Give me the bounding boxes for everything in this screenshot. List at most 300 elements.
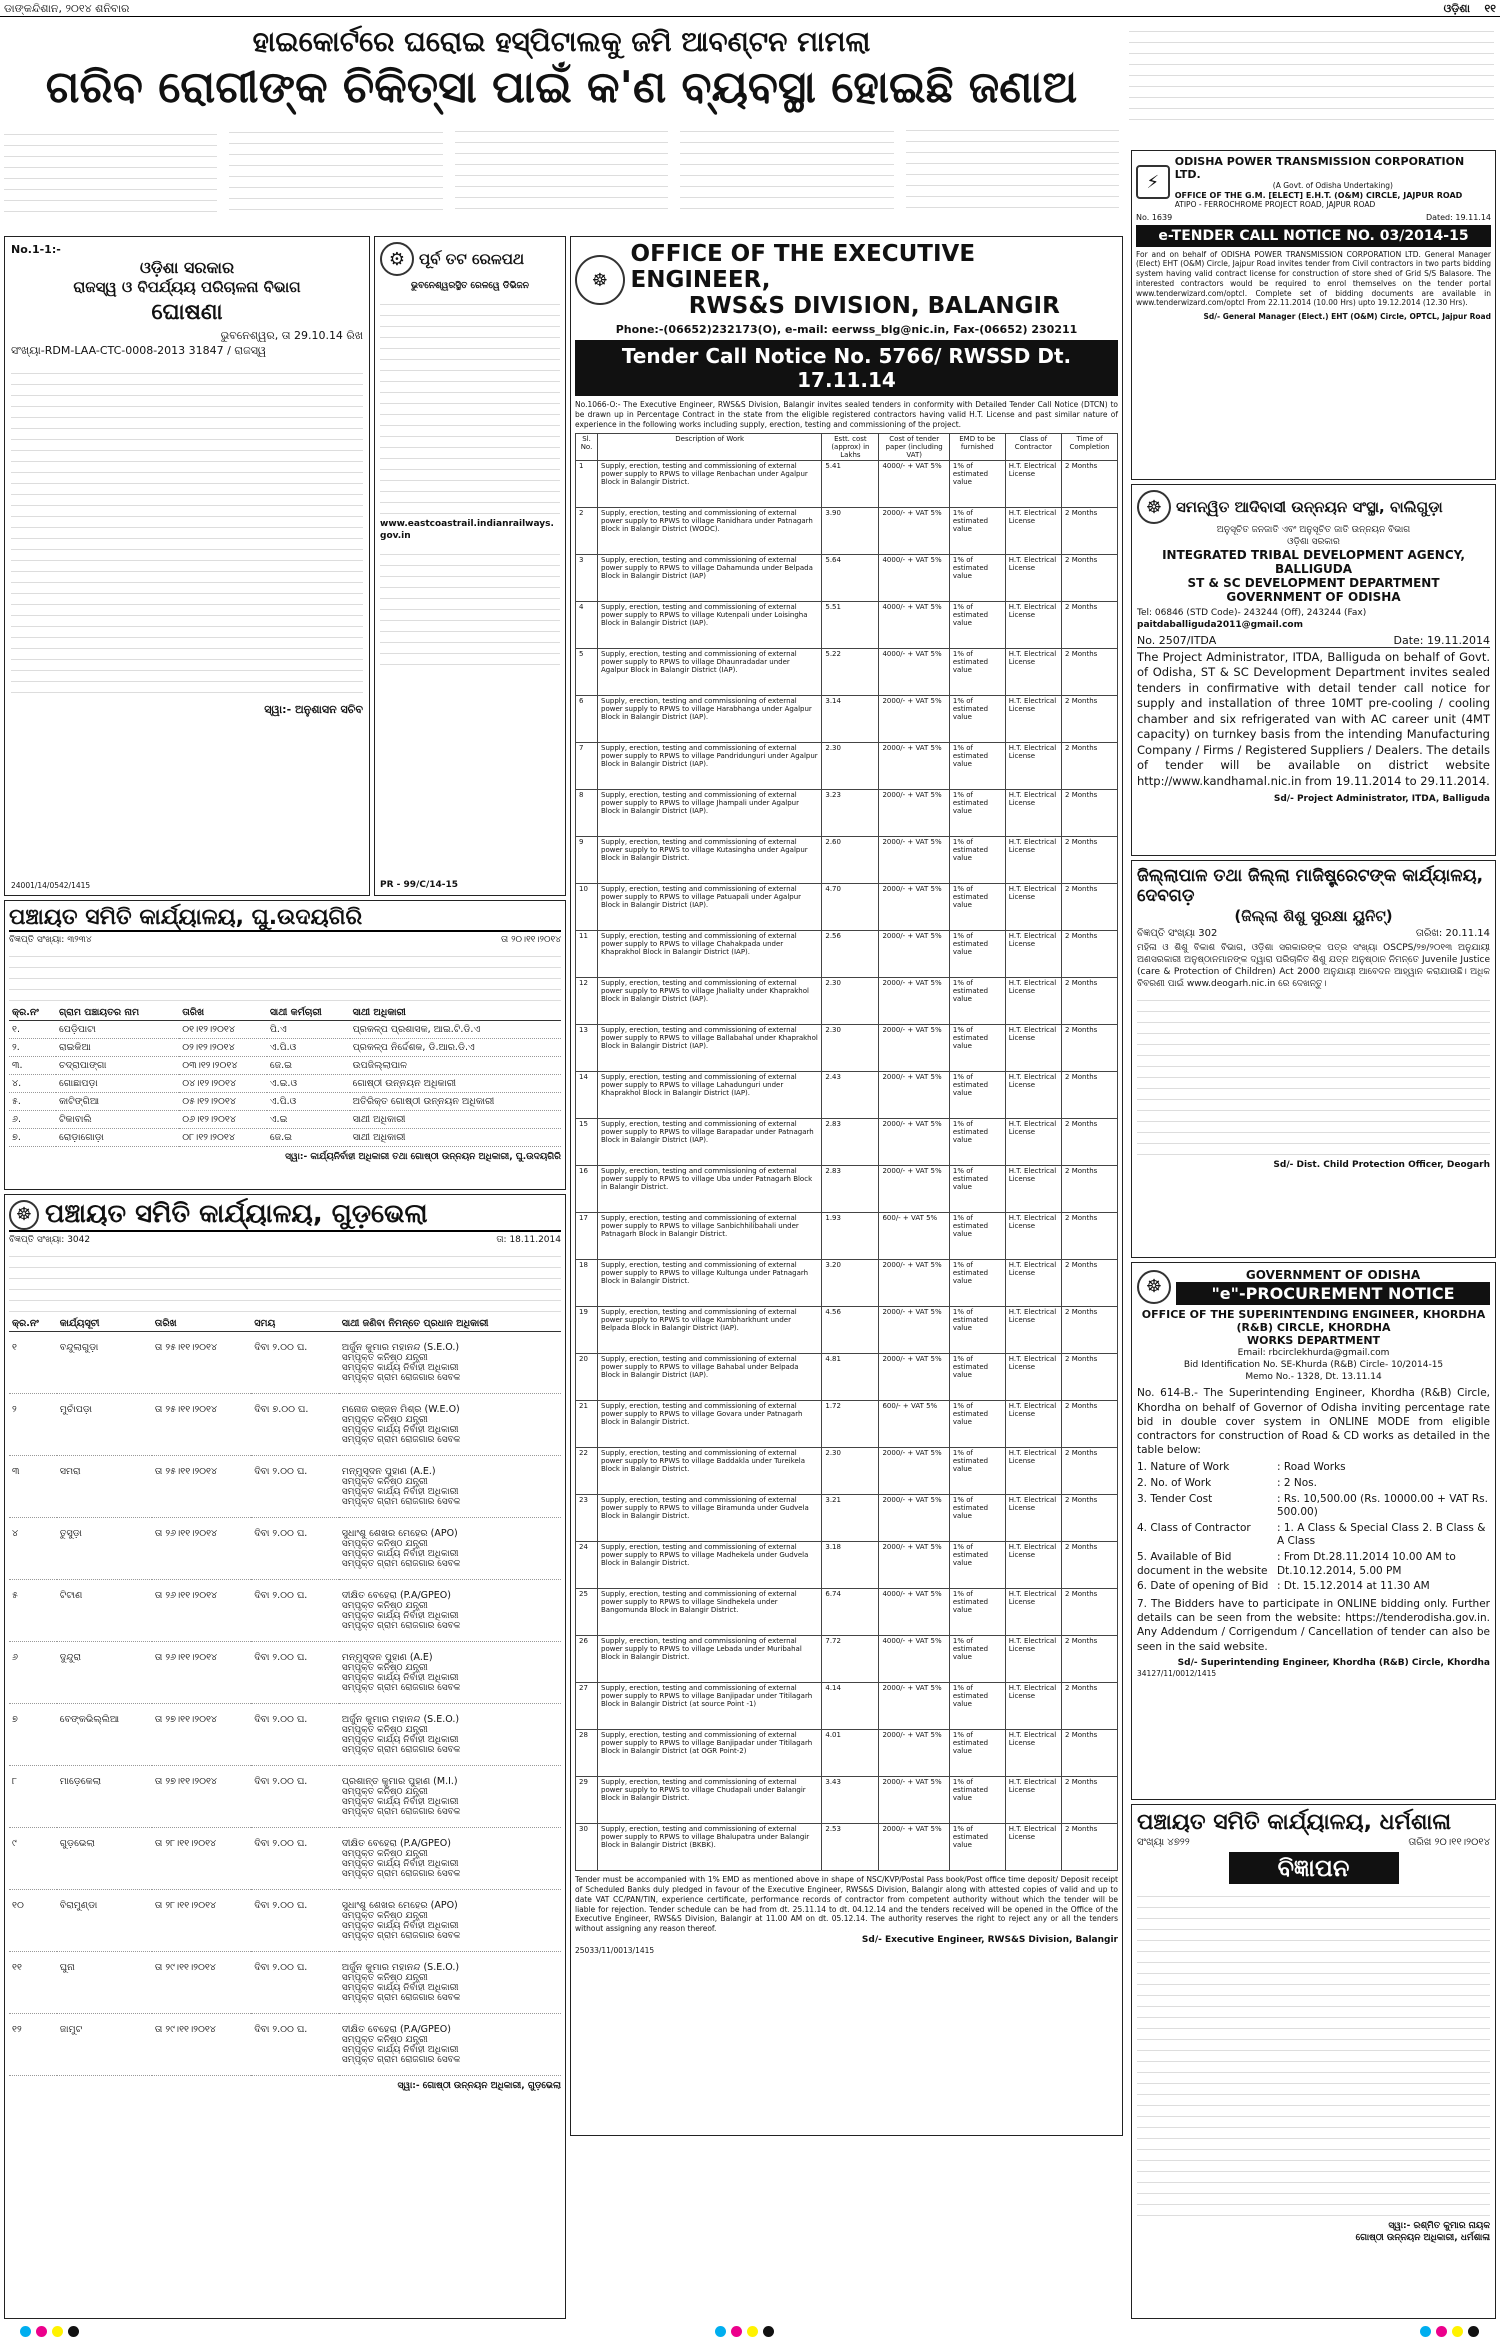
tender-cell: 4.70 [822,884,879,931]
udayagiri-cell: କାଟିଙ୍ଗିଆ [56,1093,179,1111]
tender-cell: 2 Months [1062,1166,1118,1213]
rws-code: 25033/11/0013/1415 [575,1945,655,1955]
gudvela-cell: ଦୀକ୍ଷିତ ବେହେରା (P.A/GPEO) ସମ୍ପୃକ୍ତ କନିଷ୍ଠ ଯନ୍ତ୍ରୀ ସମ୍ପୃକ୍ତ କାର୍ଯ୍ୟ ନିର୍ବାହୀ ଅଧିକାରୀ ସମ୍ପୃକ୍ତ ଗ୍ରାମ ରୋଜଗାର ସେବକ [339,1580,561,1642]
tender-cell: 5.51 [822,602,879,649]
dharmasala-label: ବିଜ୍ଞାପନ [1229,1852,1399,1884]
khordha-item [1137,1551,1490,1578]
tender-cell: 2 Months [1062,837,1118,884]
tender-cell: H.T. Electrical License [1005,1542,1061,1589]
tender-cell: 2000/- + VAT 5% [879,1354,949,1401]
tender-cell: 1% of estimated value [949,1589,1005,1636]
gudvela-cell: ଅର୍ଜୁନ କୁମାର ମହାନନ୍ଦ (S.E.O.) ସମ୍ପୃକ୍ତ କନିଷ୍ଠ ଯନ୍ତ୍ରୀ ସମ୍ପୃକ୍ତ କାର୍ଯ୍ୟ ନିର୍ବାହୀ ଅଧିକାରୀ ସମ୍ପୃକ୍ତ ଗ୍ରାମ ରୋଜଗାର ସେବକ [339,1952,561,2014]
tender-cell: 2000/- + VAT 5% [879,1119,949,1166]
gudvela-cell: ତା ୨୮।୧୧।୨୦୧୪ [152,1890,251,1952]
tender-cell: 2.60 [822,837,879,884]
udayagiri-cell: ଏ.ପି.ଓ [267,1039,350,1057]
tender-cell: 2.53 [822,1824,879,1871]
tender-cell: 6.74 [822,1589,879,1636]
khordha-title: "e"-PROCUREMENT NOTICE [1176,1282,1490,1305]
tender-row [576,508,1118,555]
rws-tender-ad [570,236,1123,2136]
tender-cell: 2 Months [1062,1354,1118,1401]
tender-cell: 2000/- + VAT 5% [879,1542,949,1589]
declaration-body [11,365,363,693]
gudvela-row [9,1890,561,1952]
gudvela-cell: ତା ୨୭।୧୧।୨୦୧୪ [152,1704,251,1766]
tender-cell: 2 Months [1062,555,1118,602]
gudvela-cell: ୧୦ [9,1890,57,1952]
tender-cell: 22 [576,1448,598,1495]
gudvela-sub-officer: ସମ୍ପୃକ୍ତ ଗ୍ରାମ ରୋଜଗାର ସେବକ [341,1807,461,1817]
gudvela-cell: ସୁଧାଂଶୁ ଶେଖର ମେହେର (APO) ସମ୍ପୃକ୍ତ କନିଷ୍ଠ ଯନ୍ତ୍ରୀ ସମ୍ପୃକ୍ତ କାର୍ଯ୍ୟ ନିର୍ବାହୀ ଅଧିକାରୀ ସମ୍ପୃକ୍ତ ଗ୍ରାମ ରୋଜଗାର ସେବକ [339,1890,561,1952]
tender-cell: 1 [576,461,598,508]
rws-phone: Phone:-(06652)232173(O), e-mail: eerwss_blg@nic.in, Fax-(06652) 230211 [615,323,1078,336]
tender-cell: Supply, erection, testing and commissioning of external power supply to RPWS to village Barapadar under Patnagarh Block in Balangir District (IAP). [598,1119,822,1166]
tender-row [576,555,1118,602]
optcl-office: OFFICE OF THE G.M. [ELECT] E.H.T. (O&M) CIRCLE, JAJPUR ROAD [1174,190,1463,200]
khordha-office: OFFICE OF THE SUPERINTENDING ENGINEER, KHORDHA (R&B) CIRCLE, KHORDHA [1141,1308,1486,1334]
khordha-item-key: 1. Nature of Work [1137,1461,1230,1474]
gudvela-cell: ବିରାମୁଣ୍ଡା [57,1890,152,1952]
gudvela-row [9,1642,561,1704]
gudvela-cell: ସୁଧାଂଶୁ ଶେଖର ମେହେର (APO) ସମ୍ପୃକ୍ତ କନିଷ୍ଠ ଯନ୍ତ୍ରୀ ସମ୍ପୃକ୍ତ କାର୍ଯ୍ୟ ନିର୍ବାହୀ ଅଧିକାରୀ ସମ୍ପୃକ୍ତ ଗ୍ରାମ ରୋଜଗାର ସେବକ [339,1518,561,1580]
tender-cell: H.T. Electrical License [1005,1166,1061,1213]
gudvela-cell: ତା ୨୭।୧୧।୨୦୧୪ [152,1766,251,1828]
tender-cell: 1% of estimated value [949,978,1005,1025]
tender-cell: 2000/- + VAT 5% [879,884,949,931]
tender-cell: 5 [576,649,598,696]
gudvela-cell: ୩ [9,1456,57,1518]
tender-cell: 2 Months [1062,1589,1118,1636]
itda-en-1: INTEGRATED TRIBAL DEVELOPMENT AGENCY, BALLIGUDA [1162,548,1465,577]
dharmasala-sign: ସ୍ୱା:- ରଶ୍ମିତ କୁମାର ନାୟକ [1388,2221,1490,2231]
tender-row [576,1730,1118,1777]
tender-cell: 4 [576,602,598,649]
udayagiri-col-header: କ୍ର.ନଂ [9,1005,56,1021]
gudvela-sub-officer: ସମ୍ପୃକ୍ତ କନିଷ୍ଠ ଯନ୍ତ୍ରୀ [341,1663,428,1673]
gudvela-sub-officer: ସମ୍ପୃକ୍ତ କନିଷ୍ଠ ଯନ୍ତ୍ରୀ [341,1353,428,1363]
story-continuation [1127,19,1496,139]
tender-cell: H.T. Electrical License [1005,508,1061,555]
tender-cell: 2 [576,508,598,555]
gudvela-cell: ୮ [9,1766,57,1828]
rws-intro: No.1066-O:- The Executive Engineer, RWS&S Division, Balangir invites sealed tenders in conformity with Detailed Tender Call Notice (DTCN) to be drawn up in Percentage Contract in the state from the eligible registered contractors having valid H.T. License and past similar nature of experience in the following works including supply, erection, testing and commissioning of the project. [575,400,1118,429]
udayagiri-row [9,1111,561,1129]
tender-cell: 1% of estimated value [949,1119,1005,1166]
declaration-place: ଭୁବନେଶ୍ୱର, ତା 29.10.14 ରିଖ [220,328,363,342]
tender-cell: 2000/- + VAT 5% [879,1072,949,1119]
optcl-body: For and on behalf of ODISHA POWER TRANSMISSION CORPORATION LTD. General Manager (Elect) EHT (O&M) Circle, Jajpur Road invites tender from Civil contractors in two parts bidding system having valid contract license for construction of store shed of Grid S/S Balasore. The interested contractors would be required to enrol themselves on the tender portal www.tenderwizard.com/optcl. Complete set of bidding documents are available in www.tenderwizard.com/optcl From 22.11.2014 (10.00 Hrs) upto 19.12.2014 (12.30 Hrs). [1136,249,1491,308]
itda-sub-1: ଅନୁସୂଚିତ ଜନଜାତି ଏବଂ ଅନୁସୂଚିତ ଜାତି ଉନ୍ନୟନ ବିଭାଗ [1216,525,1411,535]
khordha-dept: WORKS DEPARTMENT [1246,1334,1381,1347]
tender-cell: Supply, erection, testing and commissioning of external power supply to RPWS to village Dahamunda under Belpada Block in Balangir District (IAP) [598,555,822,602]
tender-cell: Supply, erection, testing and commissioning of external power supply to RPWS to village Lebada under Muribahal Block in Balangir District. [598,1636,822,1683]
udayagiri-cell: ଏ.ପି.ଓ [267,1093,350,1111]
tender-row [576,649,1118,696]
gudvela-sub-officer: ସମ୍ପୃକ୍ତ କାର୍ଯ୍ୟ ନିର୍ବାହୀ ଅଧିକାରୀ [341,1797,459,1807]
gudvela-cell: ୫ [9,1580,57,1642]
optcl-date: Dated: 19.11.14 [1425,212,1491,222]
gudvela-sub-officer: ସମ୍ପୃକ୍ତ ଗ୍ରାମ ରୋଜଗାର ସେବକ [341,1931,461,1941]
cyan-dot [1420,2326,1431,2337]
gudvela-cell: ଦିବା ୨.୦୦ ଘ. [251,1580,339,1642]
khordha-item-key: 6. Date of opening of Bid [1137,1580,1269,1593]
tender-row [576,1636,1118,1683]
black-dot [1468,2326,1479,2337]
udayagiri-cell: ୦୪।୧୨।୨୦୧୪ [179,1075,267,1093]
gudvela-cell: ଟିଟାଣ [57,1580,152,1642]
tender-cell: 3.21 [822,1495,879,1542]
udayagiri-cell: ଚଦ୍ରାପାଙ୍ଗା [56,1057,179,1075]
tender-cell: 1% of estimated value [949,508,1005,555]
tender-cell: 1% of estimated value [949,555,1005,602]
optcl-notice: e-TENDER CALL NOTICE NO. 03/2014-15 [1136,225,1491,247]
tender-cell: 2000/- + VAT 5% [879,837,949,884]
gudvela-cell: ଦିବା ୭.୦୦ ଘ. [251,1394,339,1456]
tender-cell: 1% of estimated value [949,1683,1005,1730]
gudvela-sub-officer: ସମ୍ପୃକ୍ତ କାର୍ଯ୍ୟ ନିର୍ବାହୀ ଅଧିକାରୀ [341,1487,459,1497]
deogarh-body: ମହିଳା ଓ ଶିଶୁ ବିକାଶ ବିଭାଗ, ଓଡ଼ିଶା ସରକାରଙ୍କ ପତ୍ର ସଂଖ୍ୟା OSCPS/୨୭/୨୦୧୩ ଅନୁଯାୟୀ ଅଣସରକାରୀ ଅନୁଷ୍ଠାନମାନଙ୍କ ଦ୍ୱାରା ପରିଚାଳିତ ଶିଶୁ ଯତ୍ନ ଅନୁଷ୍ଠାନ ନିମନ୍ତେ Juvenile Justice (care & Protection of Children) Act 2000 ଅନୁଯାୟୀ ଆବେଦନ ଆହ୍ୱାନ କରାଯାଉଛି। ଅଧିକ ବିବରଣୀ ପାଇଁ www.deogarh.nic.in ରେ ଦେଖନ୍ତୁ। [1137,942,1490,990]
tender-row [576,837,1118,884]
gudvela-col-header: ସମୟ [251,1316,339,1332]
tender-row [576,1354,1118,1401]
gudvela-cell: ୯ [9,1828,57,1890]
khordha-item-value: : Dt. 15.12.2014 at 11.30 AM [1277,1580,1430,1593]
rws-tender-table [575,433,1118,1871]
gudvela-sub-officer: ସମ୍ପୃକ୍ତ କାର୍ଯ୍ୟ ନିର୍ବାହୀ ଅଧିକାରୀ [341,1983,459,1993]
itda-emblem-icon: ☸ [1137,490,1171,524]
khordha-emblem-icon: ☸ [1137,1270,1171,1304]
tender-cell: Supply, erection, testing and commissioning of external power supply to RPWS to village Kultunga under Patnagarh Block in Balangir District. [598,1260,822,1307]
deogarh-sign: Sd/- Dist. Child Protection Officer, Deogarh [1273,1160,1490,1171]
tender-cell: H.T. Electrical License [1005,696,1061,743]
tender-cell: 1% of estimated value [949,1730,1005,1777]
tender-cell: 2000/- + VAT 5% [879,1448,949,1495]
tender-cell: 4.56 [822,1307,879,1354]
khordha-code: 34127/11/0012/1415 [1137,1668,1217,1678]
gudvela-sub-officer: ସମ୍ପୃକ୍ତ କାର୍ଯ୍ୟ ନିର୍ବାହୀ ଅଧିକାରୀ [341,2045,459,2055]
tender-cell: Supply, erection, testing and commissioning of external power supply to RPWS to village Bahabal under Belpada Block in Balangir District (IAP). [598,1354,822,1401]
udayagiri-date: ତା ୨୦।୧୧।୨୦୧୪ [501,935,561,945]
headline-title: ଗରିବ ରୋଗୀଙ୍କ ଚିକିତ୍ସା ପାଇଁ କ'ଣ ବ୍ୟବସ୍ଥା ହୋଇଛି ଜଣାଅ [45,62,1078,113]
gudvela-sub-officer: ସମ୍ପୃକ୍ତ ଗ୍ରାମ ରୋଜଗାର ସେବକ [341,1621,461,1631]
black-dot [763,2326,774,2337]
khordha-item-key: 4. Class of Contractor [1137,1521,1251,1534]
gudvela-col-header: କ୍ର.ନଂ [9,1316,57,1332]
tender-cell: 18 [576,1260,598,1307]
tender-cell: H.T. Electrical License [1005,1495,1061,1542]
tender-cell: 2 Months [1062,1307,1118,1354]
khordha-memo: Memo No.- 1328, Dt. 13.11.14 [1245,1372,1382,1383]
gudvela-table [9,1316,561,2076]
gudvela-cell: ଦିବା ୨.୦୦ ଘ. [251,1332,339,1394]
tender-cell: H.T. Electrical License [1005,790,1061,837]
gudvela-cell: ଦୀକ୍ଷିତ ବେହେରା (P.A/GPEO) ସମ୍ପୃକ୍ତ କନିଷ୍ଠ ଯନ୍ତ୍ରୀ ସମ୍ପୃକ୍ତ କାର୍ଯ୍ୟ ନିର୍ବାହୀ ଅଧିକାରୀ ସମ୍ପୃକ୍ତ ଗ୍ରାମ ରୋଜଗାର ସେବକ [339,1828,561,1890]
tender-cell: 4000/- + VAT 5% [879,602,949,649]
magenta-dot [1436,2326,1447,2337]
udayagiri-cell: ୨. [9,1039,56,1057]
gudvela-sub-officer: ସମ୍ପୃକ୍ତ ଗ୍ରାମ ରୋଜଗାର ସେବକ [341,1683,461,1693]
dharmasala-title: ପଞ୍ଚାୟତ ସମିତି କାର୍ଯ୍ୟାଳୟ, ଧର୍ମଶାଳା [1137,1810,1452,1835]
tender-cell: 8 [576,790,598,837]
optcl-logo-icon: ⚡ [1136,165,1170,199]
tender-cell: 1% of estimated value [949,602,1005,649]
tender-cell: 2 Months [1062,743,1118,790]
tender-cell: 24 [576,1542,598,1589]
udayagiri-cell: ସାଥୀ ଅଧିକାରୀ [350,1129,561,1147]
udayagiri-row [9,1075,561,1093]
tender-cell: 1% of estimated value [949,696,1005,743]
cyan-dot [20,2326,31,2337]
tender-col-header: Estt. cost (approx) in Lakhs [822,434,879,461]
optcl-ad [1131,150,1496,480]
tender-cell: 4.01 [822,1730,879,1777]
tender-cell: 20 [576,1354,598,1401]
khordha-item [1137,1580,1490,1594]
tender-cell: 2.30 [822,743,879,790]
udayagiri-cell: ପି.ଏ [267,1021,350,1039]
rws-title-2: RWS&S DIVISION, BALANGIR [688,293,1060,319]
gudvela-row [9,1394,561,1456]
optcl-no: No. 1639 [1136,212,1173,222]
tender-cell: H.T. Electrical License [1005,1119,1061,1166]
gudvela-sub-officer: ସମ୍ପୃକ୍ତ କନିଷ୍ଠ ଯନ୍ତ୍ରୀ [341,2035,428,2045]
tender-cell: 1% of estimated value [949,1495,1005,1542]
tender-cell: H.T. Electrical License [1005,884,1061,931]
tender-row [576,931,1118,978]
tender-cell: 1% of estimated value [949,837,1005,884]
tender-cell: 1% of estimated value [949,1260,1005,1307]
tender-cell: H.T. Electrical License [1005,1636,1061,1683]
itda-en-3: GOVERNMENT OF ODISHA [1226,590,1401,605]
udayagiri-sign: ସ୍ୱା:- କାର୍ଯ୍ୟନିର୍ବାହୀ ଅଧିକାରୀ ତଥା ଗୋଷ୍ଠୀ ଉନ୍ନୟନ ଅଧିକାରୀ, ଘୁ.ଉଦୟଗିରି [285,1152,561,1162]
tender-cell: 2.30 [822,1448,879,1495]
udayagiri-cell: ଉପଜିଲ୍ଲାପାଳ [350,1057,561,1075]
rws-sign: Sd/- Executive Engineer, RWS&S Division, Balangir [861,1934,1118,1945]
declaration-ref: ସଂଖ୍ୟା-RDM-LAA-CTC-0008-2013 31847 / ରାଜସ୍ୱ [11,343,267,357]
tender-cell: 2.30 [822,978,879,1025]
railway-logo-icon: ⚙ [380,242,414,276]
tender-cell: 6 [576,696,598,743]
khordha-body: No. 614-B.- The Superintending Engineer, Khordha (R&B) Circle, Khordha on behalf of Governor of Odisha inviting percentage rate bid in double cover system in ONLINE MODE from eligible contractors for construction of Road & CD works as detailed in the table below: [1137,1387,1490,1457]
tender-cell: Supply, erection, testing and commissioning of external power supply to RPWS to village Baddakla under Tureikela Block in Balangir District. [598,1448,822,1495]
tender-cell: 1% of estimated value [949,884,1005,931]
udayagiri-row [9,1129,561,1147]
gudvela-cell: ତା ୨୯।୧୧।୨୦୧୪ [152,1952,251,2014]
gudvela-cell: ସମରା [57,1456,152,1518]
gudvela-sub-officer: ସମ୍ପୃକ୍ତ କାର୍ଯ୍ୟ ନିର୍ବାହୀ ଅଧିକାରୀ [341,1549,459,1559]
tender-cell: 2 Months [1062,508,1118,555]
gudvela-cell: ଦିବା ୨.୦୦ ଘ. [251,1518,339,1580]
dharmasala-date: ତାରିଖ ୨୦।୧୧।୨୦୧୪ [1408,1837,1490,1848]
udayagiri-table [9,1005,561,1147]
tender-cell: H.T. Electrical License [1005,1307,1061,1354]
gudvela-cell: ଦିବା ୨.୦୦ ଘ. [251,1828,339,1890]
gudvela-row [9,1952,561,2014]
gudvela-cell: ୬ [9,1642,57,1704]
gudvela-sub-officer: ସମ୍ପୃକ୍ତ କନିଷ୍ଠ ଯନ୍ତ୍ରୀ [341,1973,428,1983]
tender-cell: 4.14 [822,1683,879,1730]
tender-row [576,1589,1118,1636]
itda-ad [1131,484,1496,856]
tender-cell: 2 Months [1062,1260,1118,1307]
gudvela-sub-officer: ସମ୍ପୃକ୍ତ କନିଷ୍ଠ ଯନ୍ତ୍ରୀ [341,1849,428,1859]
gudvela-col-header: କାର୍ଯ୍ୟସୂଚୀ [57,1316,152,1332]
page-number: ୧୧ [1484,2,1496,15]
gudvela-row [9,1332,561,1394]
tender-cell: 28 [576,1730,598,1777]
gudvela-cell: ଦିବା ୨.୦୦ ଘ. [251,1952,339,2014]
udayagiri-cell: ରୋଡ଼ାଗୋଡ଼ା [56,1129,179,1147]
tender-cell: 21 [576,1401,598,1448]
tender-row [576,1307,1118,1354]
gudvela-sub-officer: ସମ୍ପୃକ୍ତ ଗ୍ରାମ ରୋଜଗାର ସେବକ [341,1559,461,1569]
udayagiri-cell: ଗୋଷ୍ଠୀ ଉନ୍ନୟନ ଅଧିକାରୀ [350,1075,561,1093]
udayagiri-cell: ୦୫।୧୨।୨୦୧୪ [179,1093,267,1111]
tender-cell: 17 [576,1213,598,1260]
tender-cell: 1% of estimated value [949,743,1005,790]
tender-cell: 1% of estimated value [949,649,1005,696]
tender-cell: 16 [576,1166,598,1213]
railway-ad [374,236,566,896]
tender-cell: Supply, erection, testing and commissioning of external power supply to RPWS to village Kumbharkhunt under Belpada Block in Balangir District (IAP). [598,1307,822,1354]
gudvela-cell: ଦିବା ୨.୦୦ ଘ. [251,1456,339,1518]
tender-cell: Supply, erection, testing and commissioning of external power supply to RPWS to village Bhalupatra under Balangir Block in Balangir District (BKBK). [598,1824,822,1871]
tender-cell: 1% of estimated value [949,790,1005,837]
udayagiri-col-header: ସାଥୀ କର୍ମଚାରୀ [267,1005,350,1021]
tender-cell: 4.81 [822,1354,879,1401]
tender-cell: 2 Months [1062,696,1118,743]
tender-cell: 1% of estimated value [949,461,1005,508]
udayagiri-ad [4,900,566,1190]
gudvela-row [9,1518,561,1580]
tender-cell: 2 Months [1062,1119,1118,1166]
tender-cell: 2000/- + VAT 5% [879,931,949,978]
magenta-dot [36,2326,47,2337]
khordha-item-key: 5. Available of Bid document in the website [1137,1551,1268,1577]
gudvela-cell: ୪ [9,1518,57,1580]
tender-cell: Supply, erection, testing and commissioning of external power supply to RPWS to village Madhekela under Gudvela Block in Balangir District. [598,1542,822,1589]
rws-title-1: OFFICE OF THE EXECUTIVE ENGINEER, [630,241,976,293]
tender-cell: 2 Months [1062,1025,1118,1072]
tender-cell: 30 [576,1824,598,1871]
yellow-dot [1452,2326,1463,2337]
registration-marks-right [1420,2326,1479,2337]
tender-cell: 2000/- + VAT 5% [879,696,949,743]
section-name: ଓଡ଼ିଶା [1443,2,1470,15]
udayagiri-cell: ୩. [9,1057,56,1075]
tender-cell: Supply, erection, testing and commissioning of external power supply to RPWS to village Govara under Patnagarh Block in Balangir District. [598,1401,822,1448]
gudvela-cell: ଦିବା ୨.୦୦ ଘ. [251,1766,339,1828]
tender-cell: 27 [576,1683,598,1730]
tender-cell: H.T. Electrical License [1005,1025,1061,1072]
gudvela-cell: ଦୀକ୍ଷିତ ବେହେରା (P.A/GPEO) ସମ୍ପୃକ୍ତ କନିଷ୍ଠ ଯନ୍ତ୍ରୀ ସମ୍ପୃକ୍ତ କାର୍ଯ୍ୟ ନିର୍ବାହୀ ଅଧିକାରୀ ସମ୍ପୃକ୍ତ ଗ୍ରାମ ରୋଜଗାର ସେବକ [339,2014,561,2076]
optcl-sub: (A Govt. of Odisha Undertaking) [1272,181,1393,190]
tender-cell: Supply, erection, testing and commissioning of external power supply to RPWS to village Sanbichhilibahali under Patnagarh Block in Balangir District. [598,1213,822,1260]
tender-cell: 13 [576,1025,598,1072]
itda-sign: Sd/- Project Administrator, ITDA, Balliguda [1273,794,1490,805]
gudvela-row [9,1828,561,1890]
tender-cell: 29 [576,1777,598,1824]
gudvela-row [9,1766,561,1828]
tender-cell: 25 [576,1589,598,1636]
yellow-dot [52,2326,63,2337]
gudvela-sub-officer: ସମ୍ପୃକ୍ତ ଗ୍ରାମ ରୋଜଗାର ସେବକ [341,1745,461,1755]
tender-row [576,461,1118,508]
tender-cell: 2 Months [1062,1730,1118,1777]
tender-cell: Supply, erection, testing and commissioning of external power supply to RPWS to village Patuapali under Agalpur Block in Balangir District (IAP). [598,884,822,931]
optcl-office-2: ATIPO - FERROCHROME PROJECT ROAD, JAJPUR ROAD [1174,199,1376,209]
itda-en-2: ST & SC DEVELOPMENT DEPARTMENT [1187,576,1440,591]
tender-cell: Supply, erection, testing and commissioning of external power supply to RPWS to village Ranidhara under Patnagarh Block in Balangir District (WODC). [598,508,822,555]
udayagiri-cell: ପେଡ଼ିପାଟା [56,1021,179,1039]
udayagiri-cell: ୦୮।୧୨।୨୦୧୪ [179,1129,267,1147]
tender-row [576,1683,1118,1730]
gudvela-cell: ମୁଚାଁପଡ଼ା [57,1394,152,1456]
tender-cell: Supply, erection, testing and commissioning of external power supply to RPWS to village Uba under Patnagarh Block in Balangir District. [598,1166,822,1213]
tender-row [576,1495,1118,1542]
tender-row [576,1542,1118,1589]
tender-cell: Supply, erection, testing and commissioning of external power supply to RPWS to village Renbachan under Agalpur Block in Balangir District. [598,461,822,508]
tender-col-header: Cost of tender paper (including VAT) [879,434,949,461]
tender-row [576,790,1118,837]
tender-cell: 2000/- + VAT 5% [879,1730,949,1777]
dharmasala-sign-2: ଗୋଷ୍ଠୀ ଉନ୍ନୟନ ଅଧିକାରୀ, ଧର୍ମଶାଳା [1355,2233,1490,2244]
tender-cell: 2 Months [1062,978,1118,1025]
gudvela-col-header: ତାରିଖ [152,1316,251,1332]
khordha-items [1137,1461,1490,1594]
gudvela-cell: ଅର୍ଜୁନ କୁମାର ମହାନନ୍ଦ (S.E.O.) ସମ୍ପୃକ୍ତ କନିଷ୍ଠ ଯନ୍ତ୍ରୀ ସମ୍ପୃକ୍ତ କାର୍ଯ୍ୟ ନିର୍ବାହୀ ଅଧିକାରୀ ସମ୍ପୃକ୍ତ ଗ୍ରାମ ରୋଜଗାର ସେବକ [339,1332,561,1394]
gudvela-date: ତା: 18.11.2014 [496,1235,561,1245]
tender-cell: 2 Months [1062,790,1118,837]
tender-cell: H.T. Electrical License [1005,1448,1061,1495]
tender-row [576,1824,1118,1871]
tender-row [576,1260,1118,1307]
tender-col-header: Time of Completion [1062,434,1118,461]
udayagiri-cell: ଜେ.ଇ [267,1057,350,1075]
story-body [0,124,1123,212]
tender-cell: 2 Months [1062,602,1118,649]
tender-cell: 1.72 [822,1401,879,1448]
tender-cell: H.T. Electrical License [1005,602,1061,649]
tender-cell: 2 Months [1062,649,1118,696]
udayagiri-cell: ୦୩।୧୨।୨୦୧୪ [179,1057,267,1075]
tender-row [576,1213,1118,1260]
tender-cell: 1% of estimated value [949,1636,1005,1683]
tender-cell: 7.72 [822,1636,879,1683]
tender-cell: 1% of estimated value [949,1824,1005,1871]
gudvela-cell: ତା ୨୫।୧୧।୨୦୧୪ [152,1456,251,1518]
tender-cell: 3.18 [822,1542,879,1589]
gudvela-cell: ତା ୨୬।୧୧।୨୦୧୪ [152,1642,251,1704]
tender-cell: 1% of estimated value [949,1448,1005,1495]
tender-col-header: Class of Contractor [1005,434,1061,461]
itda-title: ସମନ୍ୱିତ ଆଦିବାସୀ ଉନ୍ନୟନ ସଂସ୍ଥା, ବାଲିଗୁଡ଼ା [1176,498,1443,516]
tender-cell: H.T. Electrical License [1005,1730,1061,1777]
khordha-email: Email: rbcirclekhurda@gmail.com [1237,1348,1390,1358]
tender-cell: 3.90 [822,508,879,555]
udayagiri-col-header: ତାରିଖ [179,1005,267,1021]
tender-cell: Supply, erection, testing and commissioning of external power supply to RPWS to village Lahadunguri under Khaprakhol Block in Balangir District (IAP). [598,1072,822,1119]
udayagiri-row [9,1093,561,1111]
tender-cell: 4000/- + VAT 5% [879,1636,949,1683]
tender-cell: Supply, erection, testing and commissioning of external power supply to RPWS to village Dhaunradadar under Agalpur Block in Balangir District (IAP). [598,649,822,696]
khordha-item-value: : 2 Nos. [1277,1476,1317,1489]
tender-cell: Supply, erection, testing and commissioning of external power supply to RPWS to village Banjipadar under Titilagarh Block in Balangir District (at source Point -1) [598,1683,822,1730]
gudvela-cell: ଦିବା ୨.୦୦ ଘ. [251,1642,339,1704]
yellow-dot [747,2326,758,2337]
tender-cell: 2.43 [822,1072,879,1119]
